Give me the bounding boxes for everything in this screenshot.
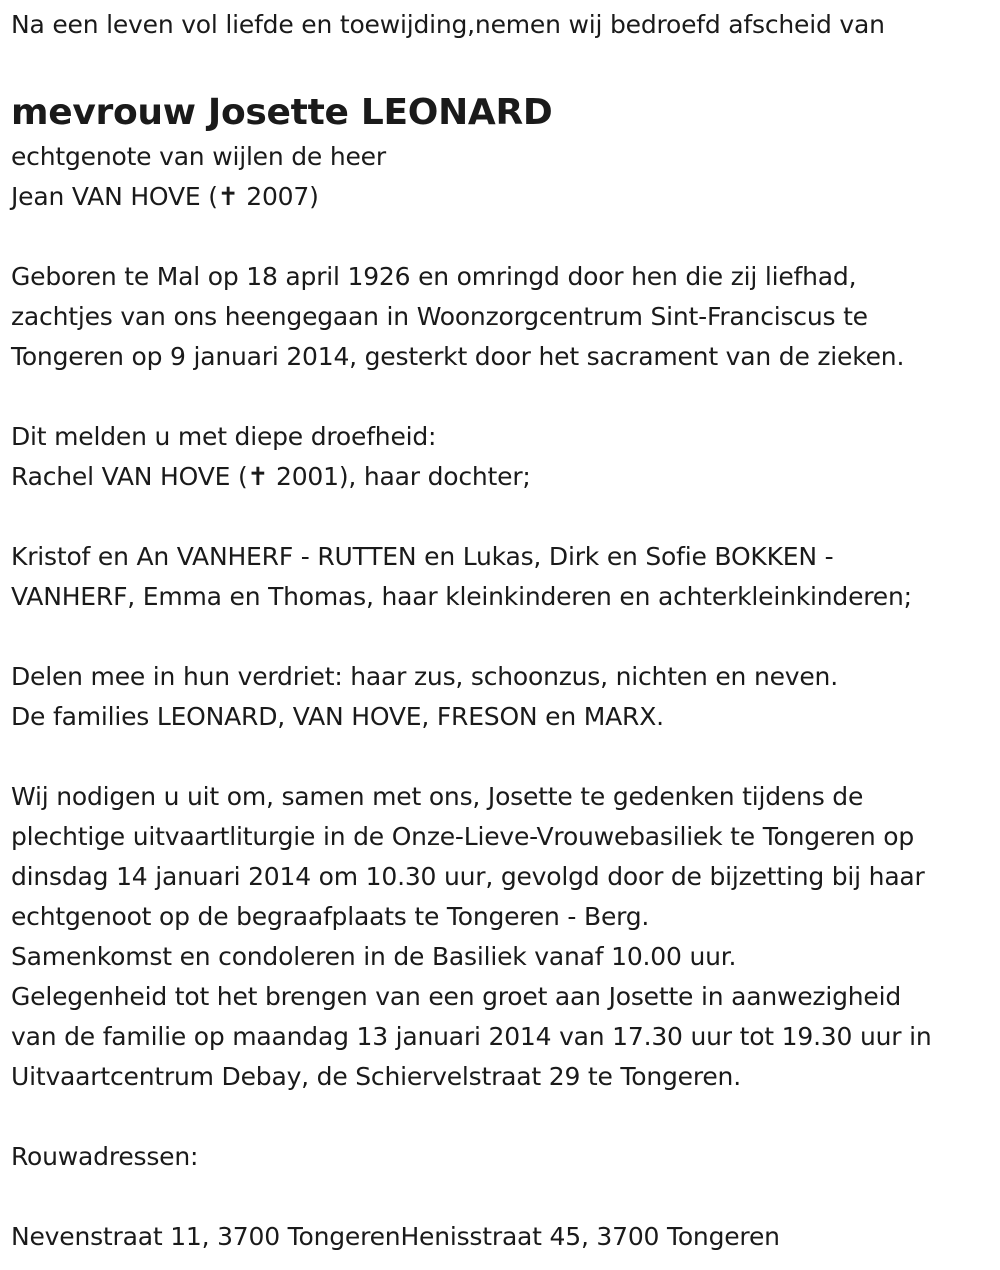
spacer [11,497,996,537]
addresses-line: Nevenstraat 11, 3700 TongerenHenisstraat 45, 3700 Tongeren [11,1222,780,1251]
spouse-name: Jean VAN HOVE ( [11,182,218,211]
grandchildren-line-1: Kristof en An VANHERF - RUTTEN en Lukas, Dirk en Sofie BOKKEN - [11,542,834,571]
obituary-document [11,0,996,1257]
share-line-1: Delen mee in hun verdriet: haar zus, schoonzus, nichten en neven. [11,662,838,691]
intro-text: Na een leven vol liefde en toewijding,nemen wij bedroefd afscheid van [11,10,885,39]
ceremony-line-8: Uitvaartcentrum Debay, de Schiervelstraat 29 te Tongeren. [11,1062,741,1091]
ceremony-line-6: Gelegenheid tot het brengen van een groet aan Josette in aanwezigheid [11,982,901,1011]
cross-icon: ✝ [247,462,269,491]
daughter-name: Rachel VAN HOVE ( [11,462,248,491]
spacer [11,1097,996,1137]
spacer [11,1177,996,1217]
spouse-line-1: echtgenote van wijlen de heer [11,142,386,171]
spouse-death-year: 2007) [238,182,319,211]
addresses-label: Rouwadressen: [11,1142,199,1171]
spouse-line-2 [11,177,996,217]
ceremony-line-1: Wij nodigen u uit om, samen met ons, Josette te gedenken tijdens de [11,782,864,811]
daughter-line [11,457,996,497]
ceremony-line-5: Samenkomst en condoleren in de Basiliek vanaf 10.00 uur. [11,942,737,971]
announce-line: Dit melden u met diepe droefheid: [11,422,437,451]
spacer [11,377,996,417]
spacer [11,737,996,777]
ceremony-line-3: dinsdag 14 januari 2014 om 10.30 uur, gevolgd door de bijzetting bij haar [11,862,925,891]
ceremony-line-4: echtgenoot op de begraafplaats te Tongeren - Berg. [11,902,650,931]
share-line-2: De families LEONARD, VAN HOVE, FRESON en MARX. [11,702,664,731]
spacer [11,217,996,257]
birth-line-3: Tongeren op 9 januari 2014, gesterkt door het sacrament van de zieken. [11,342,905,371]
birth-line-1: Geboren te Mal op 18 april 1926 en omringd door hen die zij liefhad, [11,262,857,291]
ceremony-line-2: plechtige uitvaartliturgie in de Onze-Lieve-Vrouwebasiliek te Tongeren op [11,822,914,851]
spacer [11,617,996,657]
grandchildren-line-2: VANHERF, Emma en Thomas, haar kleinkinderen en achterkleinkinderen; [11,582,912,611]
daughter-relation: 2001), haar dochter; [268,462,531,491]
deceased-name: mevrouw Josette LEONARD [11,92,553,133]
cross-icon: ✝ [217,182,239,211]
birth-line-2: zachtjes van ons heengegaan in Woonzorgcentrum Sint-Franciscus te [11,302,868,331]
ceremony-line-7: van de familie op maandag 13 januari 2014 van 17.30 uur tot 19.30 uur in [11,1022,932,1051]
